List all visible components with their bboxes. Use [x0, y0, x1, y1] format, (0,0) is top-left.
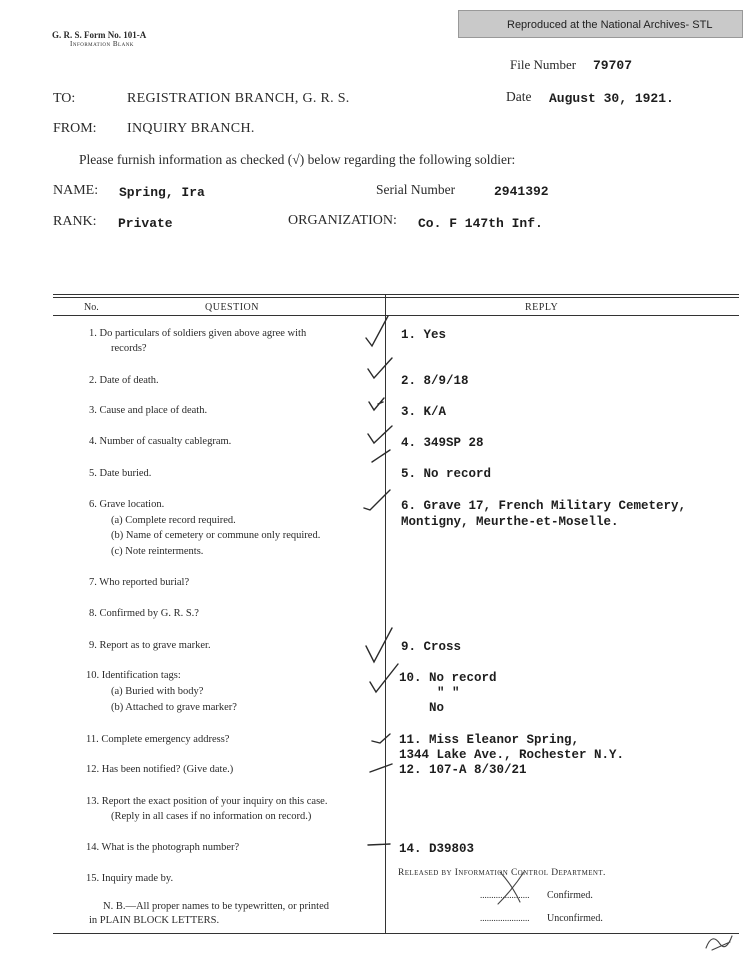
question-11: 11. Complete emergency address? — [86, 734, 230, 745]
release-label: Released by Information Control Department. — [398, 868, 606, 878]
date-value: August 30, 1921. — [549, 91, 674, 106]
question-2: 2. Date of death. — [89, 375, 159, 386]
reply-1: 1. Yes — [401, 328, 447, 342]
reply-14: 14. D39803 — [399, 842, 475, 856]
note-line-1: N. B.—All proper names to be typewritten, or printed — [103, 901, 329, 912]
table-top-rule — [53, 294, 739, 295]
reply-5: 5. No record — [401, 467, 492, 481]
question-4: 4. Number of casualty cablegram. — [89, 436, 232, 447]
serial-value: 2941392 — [494, 184, 549, 199]
header-divider — [53, 315, 739, 316]
from-value: INQUIRY BRANCH. — [127, 121, 255, 136]
unconfirmed-label: Unconfirmed. — [547, 913, 603, 924]
check-mark-14 — [368, 844, 390, 845]
rank-value: Private — [118, 216, 173, 231]
question-1-line-1: 1. Do particulars of soldiers given above agree with — [89, 328, 307, 339]
from-label: FROM: — [53, 121, 97, 136]
check-mark-6 — [364, 490, 390, 510]
reply-10-line-3: No — [429, 701, 445, 715]
question-7: 7. Who reported burial? — [89, 577, 190, 588]
header-question: QUESTION — [205, 302, 259, 313]
instruction-text: Please furnish information as checked (√) below regarding the following soldier: — [79, 152, 516, 167]
check-mark-10 — [370, 664, 398, 692]
table-top-rule-2 — [53, 297, 739, 298]
check-mark-2 — [368, 358, 392, 378]
name-label: NAME: — [53, 183, 99, 198]
table-bottom-rule — [53, 933, 739, 934]
reply-10-line-2: " " — [437, 686, 460, 700]
check-mark-12 — [370, 764, 392, 772]
question-6a: (a) Complete record required. — [111, 515, 236, 526]
question-3: 3. Cause and place of death. — [89, 405, 208, 416]
check-mark-5 — [372, 450, 390, 462]
form-name: G. R. S. Form No. 101-A — [52, 30, 147, 40]
reply-12: 12. 107-A 8/30/21 — [399, 763, 527, 777]
question-10a: (a) Buried with body? — [111, 686, 204, 697]
question-10: 10. Identification tags: — [86, 670, 181, 681]
check-mark-4 — [368, 426, 392, 443]
question-1-line-2: records? — [111, 343, 147, 354]
header-no: No. — [84, 302, 99, 313]
archives-stamp: Reproduced at the National Archives- STL — [458, 10, 743, 38]
question-10b: (b) Attached to grave marker? — [111, 702, 237, 713]
reply-6-line-1: 6. Grave 17, French Military Cemetery, — [401, 499, 687, 513]
question-12: 12. Has been notified? (Give date.) — [86, 764, 234, 775]
rank-label: RANK: — [53, 214, 97, 229]
confirmed-dots: ...................... — [480, 890, 530, 900]
question-15: 15. Inquiry made by. — [86, 873, 174, 884]
question-13-line-2: (Reply in all cases if no information on record.) — [111, 811, 312, 822]
reply-4: 4. 349SP 28 — [401, 436, 484, 450]
to-value: REGISTRATION BRANCH, G. R. S. — [127, 91, 350, 106]
check-mark-3 — [369, 398, 384, 410]
question-5: 5. Date buried. — [89, 468, 152, 479]
organization-value: Co. F 147th Inf. — [418, 216, 543, 231]
confirmed-label: Confirmed. — [547, 890, 593, 901]
question-9: 9. Report as to grave marker. — [89, 640, 211, 651]
corner-initials — [706, 936, 732, 950]
date-label: Date — [506, 89, 532, 104]
check-mark-9 — [366, 628, 392, 662]
reply-11-line-1: 11. Miss Eleanor Spring, — [399, 733, 580, 747]
reply-2: 2. 8/9/18 — [401, 374, 469, 388]
organization-label: ORGANIZATION: — [288, 213, 397, 228]
file-number-label: File Number — [510, 57, 577, 72]
unconfirmed-dots: ...................... — [480, 913, 530, 923]
column-divider — [385, 294, 386, 934]
to-label: TO: — [53, 91, 76, 106]
header-reply: REPLY — [525, 302, 559, 313]
name-value: Spring, Ira — [119, 185, 205, 200]
reply-11-line-2: 1344 Lake Ave., Rochester N.Y. — [399, 748, 625, 762]
question-6: 6. Grave location. — [89, 499, 165, 510]
reply-3: 3. K/A — [401, 405, 447, 419]
file-number-value: 79707 — [593, 58, 633, 73]
question-14: 14. What is the photograph number? — [86, 842, 240, 853]
question-8: 8. Confirmed by G. R. S.? — [89, 608, 199, 619]
note-line-2: in PLAIN BLOCK LETTERS. — [89, 915, 220, 926]
form-subtitle: Information Blank — [70, 40, 134, 48]
question-6c: (c) Note reinterments. — [111, 546, 204, 557]
question-6b: (b) Name of cemetery or commune only required. — [111, 530, 321, 541]
question-13-line-1: 13. Report the exact position of your inquiry on this case. — [86, 796, 328, 807]
check-mark-11 — [372, 734, 390, 743]
reply-6-line-2: Montigny, Meurthe-et-Moselle. — [401, 515, 619, 529]
serial-label: Serial Number — [376, 182, 456, 197]
reply-9: 9. Cross — [401, 640, 462, 654]
reply-10-line-1: 10. No record — [399, 671, 497, 685]
